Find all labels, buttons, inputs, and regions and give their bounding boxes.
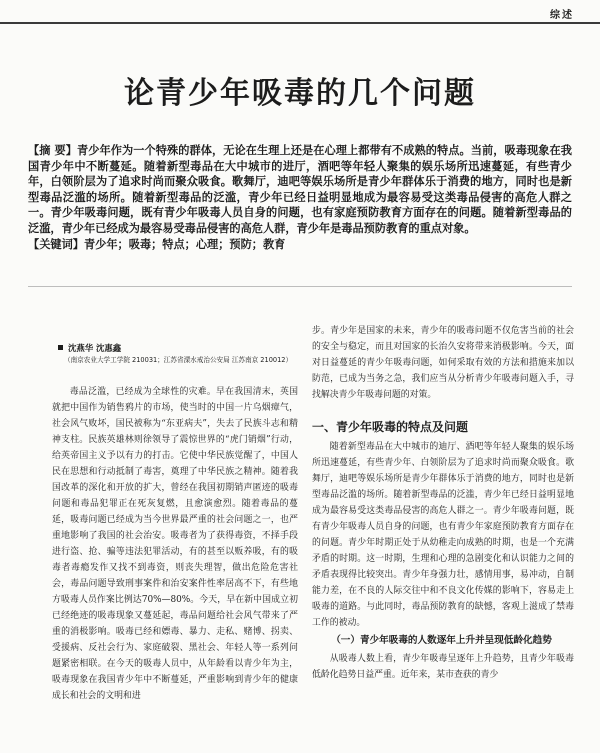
keywords-tag: 【关键词】 — [28, 237, 84, 251]
abstract-tag: 【摘 要】 — [28, 144, 77, 157]
keywords-line — [28, 237, 572, 253]
abstract-text: 青少年作为一个特殊的群体，无论在生理上还是在心理上都带有不成熟的特点。当前，吸毒现象在我国青少年中不断蔓延。随着新型毒品在大中城市的进厅，酒吧等年轻人聚集的娱乐场所迅速蔓延，有些青少年，白领阶层为了追求时尚而聚众吸食。歌舞厅，迪吧等娱乐场所是青少年群体乐于消费的地方，同时也是新型毒品泛滥的场所。随着新型毒品的泛滥，青少年已经日益明显地成为最容易受这类毒品侵害的高危人群之一。青少年吸毒问题，既有青少年吸毒人员自身的问题，也有家庭预防教育方面存在的问题。随着新型毒品的泛滥，青少年已经成为最容易受毒品侵害的高危人群，青少年是毒品预防教育的重点对象。 — [28, 144, 572, 235]
author-line — [58, 342, 121, 354]
author-marker-icon — [58, 345, 63, 350]
left-column — [52, 384, 298, 704]
abstract-block — [28, 143, 572, 252]
subsection-heading: （一）青少年吸毒的人数逐年上升并呈现低龄化趋势 — [331, 635, 552, 646]
body-paragraph: 从吸毒人数上看，青少年吸毒呈逐年上升趋势，且青少年吸毒低龄化趋势日益严重。近年来，某市查获的青少 — [312, 654, 574, 680]
header-rule — [0, 22, 600, 24]
abstract-paragraph — [28, 143, 572, 237]
right-column — [312, 323, 574, 683]
author-names: 沈燕华 沈惠鑫 — [68, 343, 122, 353]
section-heading: 一、青少年吸毒的特点及问题 — [312, 420, 469, 434]
article-title: 论青少年吸毒的几个问题 — [124, 76, 476, 111]
author-affiliation: （南京农业大学工学院 210031；江苏省溧水戒治公安局 江苏南京 210012） — [64, 356, 293, 364]
body-paragraph: 随着新型毒品在大中城市的迪厅、酒吧等年轻人聚集的娱乐场所迅速蔓延，有些青少年、白领阶层为了追求时尚而聚众吸食。歌舞厅，迪吧等娱乐场所是青少年群体乐于消费的地方，同时也是新型毒品泛滥的场所。随着新型毒品的泛滥，青少年已经日益明显地成为最容易受这类毒品侵害的高危人群之一。青少年吸毒问题，既有青少年吸毒人员自身的问题，也有青少年家庭预防教育方面存在的问题。青少年时期正处于从幼稚走向成熟的时期，也是一个充满矛盾的时期。这一时期，生理和心理的急剧变化和认识能力之间的矛盾表现得比较突出。青少年身强力壮，感情用事，易冲动，自制能力差，在不良的人际交往中和不良文化传媒的影响下，容易走上吸毒的道路。与此同时，毒品预防教育的缺憾，客观上滋成了禁毒工作的被动。 — [312, 442, 574, 628]
abstract-divider — [28, 286, 572, 287]
body-paragraph: 步。青少年是国家的未来，青少年的吸毒问题不仅危害当前的社会的安全与稳定，而且对国家的长治久安将带来消极影响。今天，面对日益蔓延的青少年吸毒问题，如何采取有效的方法和措施来加以防范，已成为当务之急，我们应当从分析青少年吸毒问题入手，寻找解决青少年吸毒问题的对策。 — [312, 326, 574, 400]
keywords-text: 青少年；吸毒；特点；心理；预防；教育 — [83, 237, 286, 251]
body-paragraph: 毒品泛滥，已经成为全球性的灾难。早在我国清末，英国就把中国作为销售鸦片的市场，使当时的中国一片乌烟瘴气，社会风气败坏，国民被称为“东亚病夫”，失去了民族斗志和精神支柱。民族英雄林则徐领导了震惊世界的“虎门销烟”行动，给英帝国主义予以有力的打击。它使中华民族觉醒了，中国人民在思想和行动抵制了毒害，奠理了中华民族之精神。随着我国改革的深化和开放的扩大，曾经在我国初期销声匿迹的吸毒问题和毒品犯罪正在死灰复燃，且愈演愈烈。随着毒品的蔓延，吸毒问题已经成为当今世界最严重的社会问题之一，也严重地影响了我国的社会治安。吸毒者为了获得毒资，不择手段进行盗、抢、骗等违法犯罪活动，有的甚至以贩养吸，有的吸毒者毒瘾发作又找不到毒资，则丧失理智，做出危险危害社会，毒品问题导致刑事案件和治安案件性率居高不下，有些地方吸毒人员作案比例达70%—80%。今天，早在新中国成立初已经绝迹的吸毒现象又蔓延起，毒品问题给社会风气带来了严重的消极影响。吸毒已经和嫖毒、暴力、走私、赌博、拐卖、受援病、反社会行为、家庭破裂、黑社会、年轻人等一系列问题紧密相联。在今天的吸毒人员中，从年龄看以青少年为主，吸毒现象在我国青少年中不断蔓延，严重影响到青少年的健康成长和社会的文明和进 — [52, 387, 298, 701]
running-header: 综述 — [550, 10, 574, 21]
